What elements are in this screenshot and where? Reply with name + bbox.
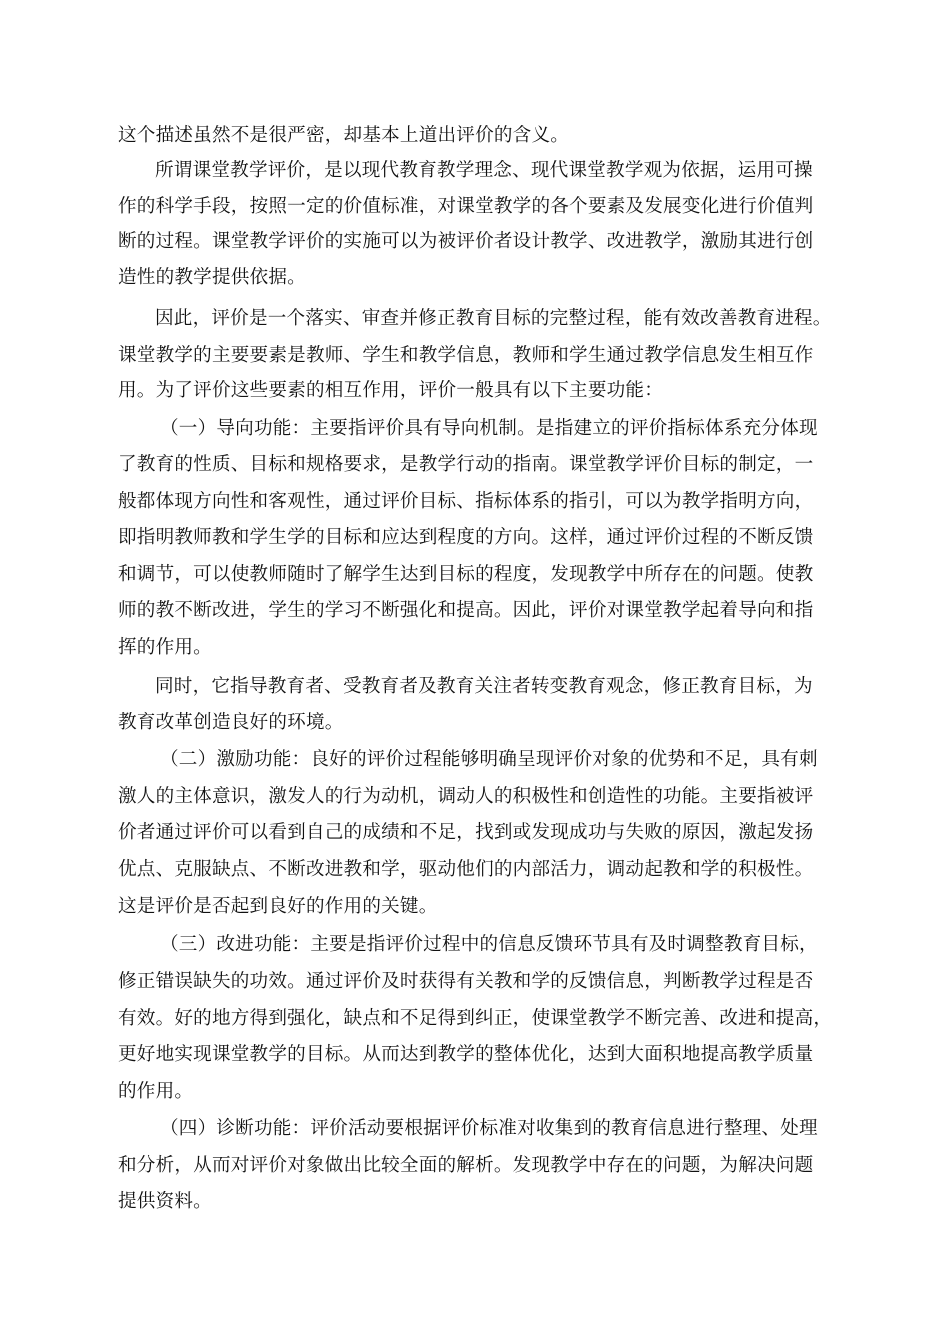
paragraph-first-line: 所谓课堂教学评价，是以现代教育教学理念、现代课堂教学观为依据，运用可操 (155, 160, 813, 181)
text-line: 般都体现方向性和客观性，通过评价目标、指标体系的指引，可以为教学指明方向， (118, 491, 814, 512)
text-line: 挥的作用。 (118, 637, 212, 658)
text-line: 修正错误缺失的功效。通过评价及时获得有关教和学的反馈信息，判断教学过程是否 (118, 971, 814, 992)
text-line: 的作用。 (118, 1081, 194, 1102)
paragraph-first-line: 同时，它指导教育者、受教育者及教育关注者转变教育观念，修正教育目标，为 (155, 676, 813, 697)
text-line: 这是评价是否起到良好的作用的关键。 (118, 896, 438, 917)
text-line: 用。为了评价这些要素的相互作用，评价一般具有以下主要功能： (118, 380, 664, 401)
text-line: 更好地实现课堂教学的目标。从而达到教学的整体优化，达到大面积地提高教学质量 (118, 1044, 814, 1065)
text-line: 作的科学手段，按照一定的价值标准，对课堂教学的各个要素及发展变化进行价值判 (118, 196, 814, 217)
text-line: 了教育的性质、目标和规格要求，是教学行动的指南。课堂教学评价目标的制定，一 (118, 454, 814, 475)
text-line: 有效。好的地方得到强化，缺点和不足得到纠正，使课堂教学不断完善、改进和提高， (118, 1008, 833, 1029)
paragraph-first-line: 因此，评价是一个落实、审查并修正教育目标的完整过程，能有效改善教育进程。 (155, 308, 832, 329)
text-line: 这个描述虽然不是很严密，却基本上道出评价的含义。 (118, 125, 570, 146)
text-line: 优点、克服缺点、不断改进教和学，驱动他们的内部活力，调动起教和学的积极性。 (118, 859, 814, 880)
section-heading-line: （四）诊断功能：评价活动要根据评价标准对收集到的教育信息进行整理、处理 (160, 1118, 818, 1139)
section-heading-line: （三）改进功能：主要是指评价过程中的信息反馈环节具有及时调整教育目标， (160, 934, 818, 955)
text-line: 和调节，可以使教师随时了解学生达到目标的程度，发现教学中所存在的问题。使教 (118, 564, 814, 585)
text-line: 提供资料。 (118, 1191, 212, 1212)
text-line: 价者通过评价可以看到自己的成绩和不足，找到或发现成功与失败的原因，激起发扬 (118, 822, 814, 843)
section-heading-line: （一）导向功能：主要指评价具有导向机制。是指建立的评价指标体系充分体现 (160, 418, 818, 439)
text-line: 和分析，从而对评价对象做出比较全面的解析。发现教学中存在的问题，为解决问题 (118, 1155, 814, 1176)
text-line: 教育改革创造良好的环境。 (118, 712, 344, 733)
text-line: 激人的主体意识，激发人的行为动机，调动人的积极性和创造性的功能。主要指被评 (118, 786, 814, 807)
section-heading-line: （二）激励功能：良好的评价过程能够明确呈现评价对象的优势和不足，具有刺 (160, 749, 818, 770)
text-line: 课堂教学的主要要素是教师、学生和教学信息，教师和学生通过教学信息发生相互作 (118, 345, 814, 366)
text-line: 断的过程。课堂教学评价的实施可以为被评价者设计教学、改进教学，激励其进行创 (118, 231, 814, 252)
text-line: 造性的教学提供依据。 (118, 267, 306, 288)
text-line: 即指明教师教和学生学的目标和应达到程度的方向。这样，通过评价过程的不断反馈 (118, 527, 814, 548)
text-line: 师的教不断改进，学生的学习不断强化和提高。因此，评价对课堂教学起着导向和指 (118, 600, 814, 621)
